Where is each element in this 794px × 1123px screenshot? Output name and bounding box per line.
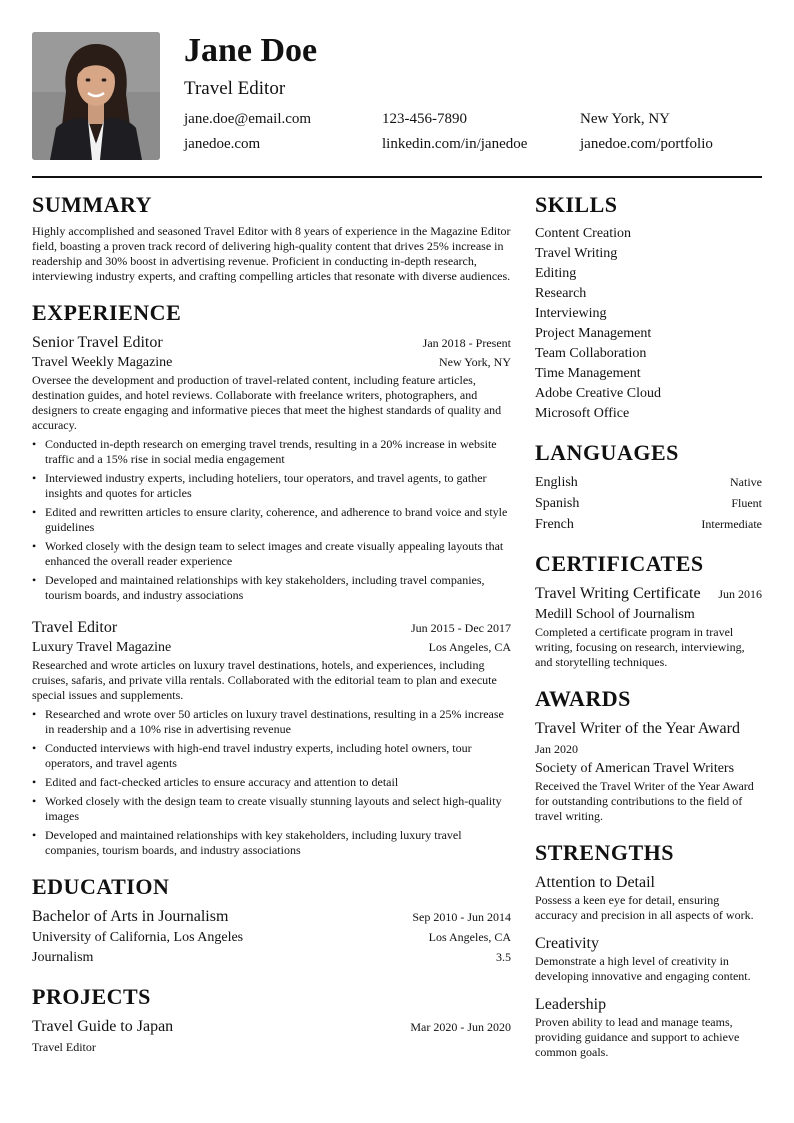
job-bullets <box>32 707 511 858</box>
language-row <box>535 493 762 514</box>
award-name: Travel Writer of the Year Award <box>535 720 740 737</box>
resume-page <box>32 32 762 1076</box>
right-column <box>535 192 762 1076</box>
education-location: Los Angeles, CA <box>428 930 511 944</box>
projects-section <box>32 984 511 1055</box>
language-level: Fluent <box>731 496 762 510</box>
contact-email[interactable]: jane.doe@email.com <box>184 111 312 127</box>
candidate-title: Travel Editor <box>184 78 286 99</box>
language-row <box>535 514 762 535</box>
job-bullet: • Researched and wrote over 50 articles on luxury travel destinations, resulting in a 25% increase in readership and a 10% rise in advertising revenue <box>45 707 511 737</box>
skill-item: Editing <box>535 266 577 281</box>
job-company: Luxury Travel Magazine <box>32 640 172 655</box>
language-name: English <box>535 475 578 490</box>
strength-description: Proven ability to lead and manage teams, providing guidance and support to achieve common goals. <box>535 1015 740 1059</box>
job-bullet: • Edited and fact-checked articles to ensure accuracy and attention to detail <box>45 775 511 790</box>
header-info <box>184 32 762 160</box>
awards-section <box>535 686 762 824</box>
skill-item: Content Creation <box>535 226 632 241</box>
job-description: Researched and wrote articles on luxury travel destinations, hotels, and experiences, including cruises, safaris, and private villa rentals. Collaborated with the editorial team to plan and execute special issues and supplements. <box>32 658 497 702</box>
job-company: Travel Weekly Magazine <box>32 355 173 370</box>
job-entry <box>32 332 511 603</box>
project-dates: Mar 2020 - Jun 2020 <box>410 1020 511 1034</box>
job-bullet: • Worked closely with the design team to create visually stunning layouts and select high-quality images <box>45 794 511 824</box>
education-field: Journalism <box>32 950 94 965</box>
job-bullet: • Developed and maintained relationships with key stakeholders, including luxury travel companies, tourism boards, and industry associations <box>45 828 511 858</box>
certificate-name: Travel Writing Certificate <box>535 585 701 602</box>
job-location: New York, NY <box>438 355 511 369</box>
section-heading: SUMMARY <box>32 192 153 217</box>
candidate-name: Jane Doe <box>184 32 318 69</box>
strength-description: Demonstrate a high level of creativity in developing innovative and engaging content. <box>535 954 751 983</box>
strength-item <box>535 994 762 1060</box>
award-issuer: Society of American Travel Writers <box>535 761 735 776</box>
section-heading: EXPERIENCE <box>32 300 182 325</box>
job-title: Senior Travel Editor <box>32 334 163 351</box>
section-heading: STRENGTHS <box>535 840 674 865</box>
skills-section <box>535 192 762 424</box>
strength-name: Leadership <box>535 996 607 1013</box>
section-heading: EDUCATION <box>32 874 170 899</box>
skill-item: Interviewing <box>535 306 607 321</box>
contact-website[interactable]: janedoe.com <box>184 136 261 152</box>
education-school: University of California, Los Angeles <box>32 930 244 945</box>
education-section <box>32 874 511 968</box>
job-title-row <box>32 617 511 638</box>
header-divider <box>32 176 762 178</box>
job-title-row <box>32 332 511 353</box>
skill-item: Team Collaboration <box>535 346 647 361</box>
job-bullet: • Conducted in-depth research on emerging travel trends, resulting in a 20% increase in website traffic and a 15% rise in social media engagement <box>45 437 511 467</box>
certificate-issuer: Medill School of Journalism <box>535 607 695 622</box>
job-bullet: • Worked closely with the design team to select images and create visually appealing layouts that enhanced the overall reader experience <box>45 539 511 569</box>
certificates-section <box>535 551 762 670</box>
certificate-description: Completed a certificate program in travel writing, focusing on research, interviewing, and storytelling techniques. <box>535 625 745 669</box>
job-company-row <box>32 353 511 373</box>
job-bullets <box>32 437 511 603</box>
contact-grid <box>184 110 762 154</box>
section-heading: PROJECTS <box>32 984 151 1009</box>
strength-description: Possess a keen eye for detail, ensuring accuracy and precision in all aspects of work. <box>535 893 754 922</box>
resume-header <box>32 32 762 160</box>
experience-section <box>32 300 511 858</box>
job-dates: Jan 2018 - Present <box>422 336 511 350</box>
job-company-row <box>32 638 511 658</box>
skill-item: Travel Writing <box>535 246 618 261</box>
job-dates: Jun 2015 - Dec 2017 <box>411 621 511 635</box>
languages-section <box>535 440 762 535</box>
resume-columns <box>32 192 762 1076</box>
strength-name: Attention to Detail <box>535 874 655 891</box>
strengths-section <box>535 840 762 1060</box>
job-description: Oversee the development and production of travel-related content, including feature articles, destination guides, and hotel reviews. Collaborate with freelance writers, photographers, and designers to create engaging and informative pieces that meet the highest standards of quality and accuracy. <box>32 373 502 432</box>
language-name: Spanish <box>535 496 580 511</box>
project-role: Travel Editor <box>32 1040 96 1054</box>
project-title-row <box>32 1016 511 1037</box>
summary-section <box>32 192 511 284</box>
contact-phone[interactable]: 123-456-7890 <box>382 111 467 127</box>
contact-portfolio[interactable]: janedoe.com/portfolio <box>580 136 713 152</box>
section-heading: SKILLS <box>535 192 618 217</box>
language-level: Intermediate <box>701 517 762 531</box>
left-column <box>32 192 511 1076</box>
job-bullet: • Edited and rewritten articles to ensure clarity, coherence, and adherence to brand voice and style guidelines <box>45 505 511 535</box>
education-school-row <box>32 927 511 948</box>
award-date: Jan 2020 <box>535 742 578 756</box>
language-name: French <box>535 517 574 532</box>
project-name: Travel Guide to Japan <box>32 1018 174 1035</box>
education-dates: Sep 2010 - Jun 2014 <box>412 910 511 924</box>
skill-item: Project Management <box>535 326 652 341</box>
strength-item <box>535 872 762 923</box>
section-heading: LANGUAGES <box>535 440 679 465</box>
skill-item: Microsoft Office <box>535 406 630 421</box>
certificate-date: Jun 2016 <box>718 587 762 601</box>
summary-text: Highly accomplished and seasoned Travel Editor with 8 years of experience in the Magazine Editor field, boasting a proven track record of delivering high-quality content that drives 25% increase in readership and 30% boost in advertising revenue. Proficient in conducting in-depth research, interviewing industry experts, and crafting compelling articles that resonate with diverse audiences. <box>32 224 511 283</box>
strength-name: Creativity <box>535 935 599 952</box>
education-gpa: 3.5 <box>496 950 511 964</box>
strength-item <box>535 933 762 984</box>
language-level: Native <box>730 475 762 489</box>
job-bullet: • Developed and maintained relationships with key stakeholders, including travel companies, tourism boards, and industry associations <box>45 573 511 603</box>
education-degree: Bachelor of Arts in Journalism <box>32 908 229 925</box>
skill-item: Time Management <box>535 366 641 381</box>
job-entry <box>32 617 511 858</box>
contact-linkedin[interactable]: linkedin.com/in/janedoe <box>382 136 528 152</box>
award-description: Received the Travel Writer of the Year Award for outstanding contributions to the field of travel writing. <box>535 779 754 823</box>
job-bullet: • Interviewed industry experts, including hoteliers, tour operators, and travel agents, to gather insights and quotes for articles <box>45 471 511 501</box>
job-location: Los Angeles, CA <box>428 640 511 654</box>
education-degree-row <box>32 906 511 927</box>
skill-item: Adobe Creative Cloud <box>535 386 661 401</box>
certificate-title-row <box>535 583 762 604</box>
profile-photo-icon <box>32 32 160 160</box>
skill-item: Research <box>535 286 587 301</box>
education-field-row <box>32 948 511 968</box>
section-heading: AWARDS <box>535 686 631 711</box>
job-title: Travel Editor <box>32 619 118 636</box>
contact-location: New York, NY <box>580 111 671 127</box>
job-bullet: • Conducted interviews with high-end travel industry experts, including hotel owners, tour operators, and travel agents <box>45 741 511 771</box>
section-heading: CERTIFICATES <box>535 551 704 576</box>
profile-photo <box>32 32 160 160</box>
language-row <box>535 472 762 493</box>
